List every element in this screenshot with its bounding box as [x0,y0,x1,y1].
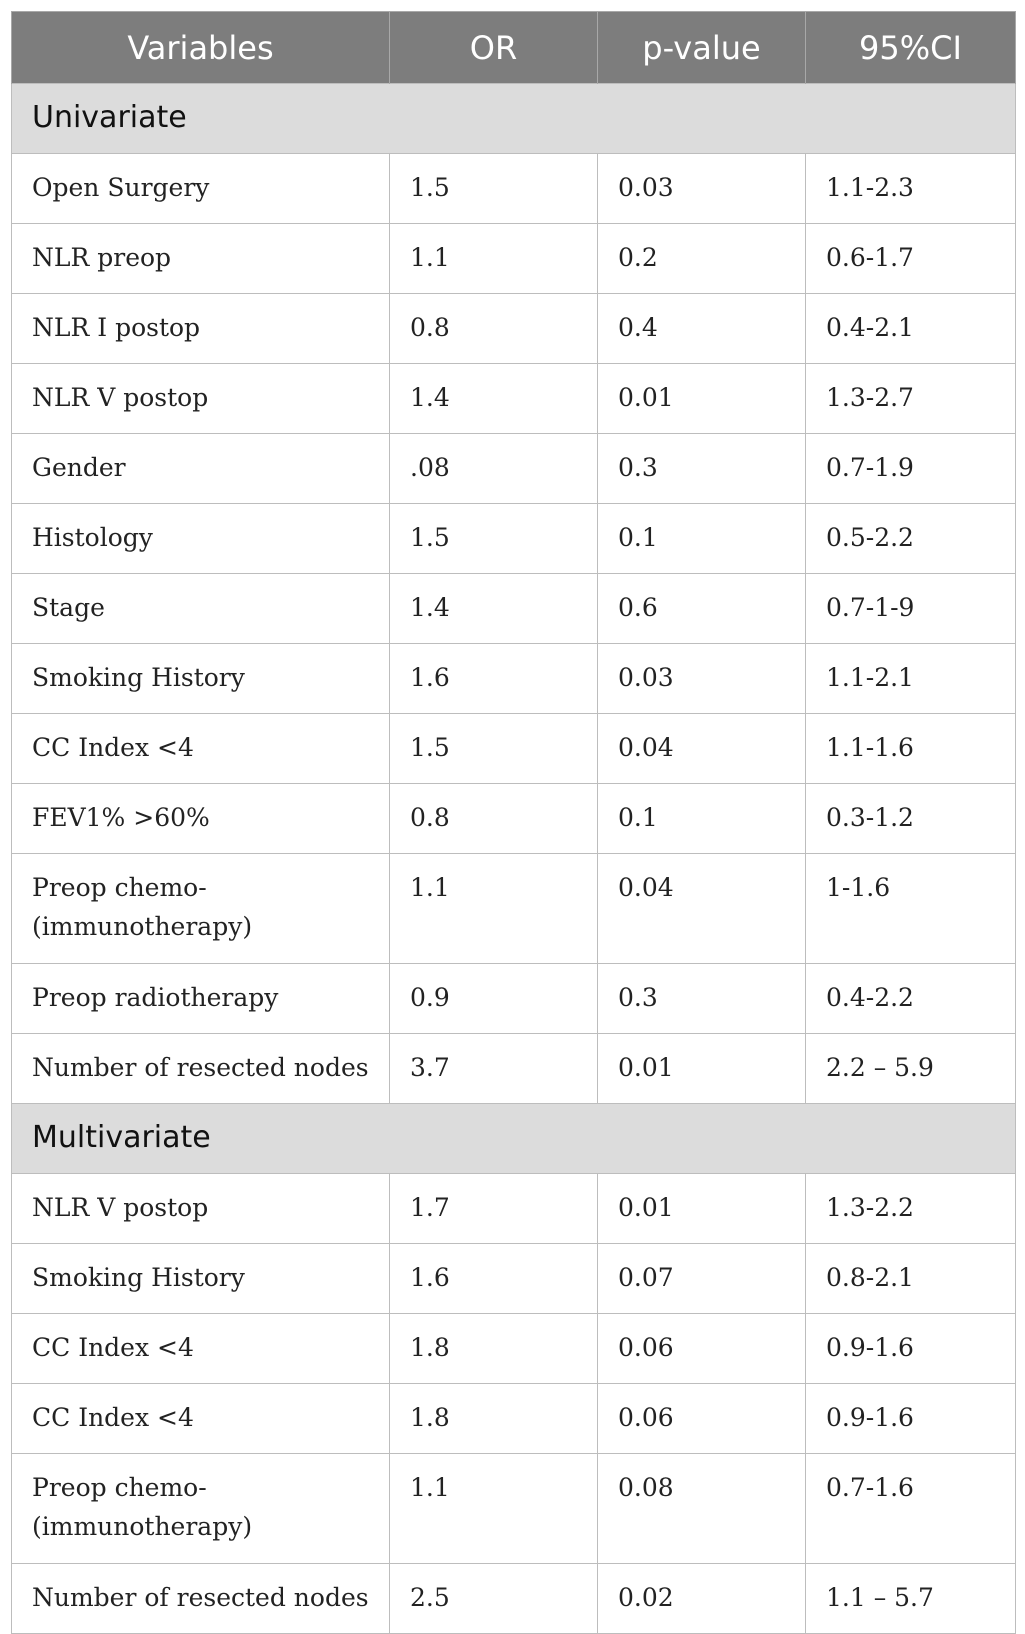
cell-or: 1.8 [390,1384,598,1454]
cell-or: 1.6 [390,1244,598,1314]
cell-p-value: 0.03 [598,154,806,224]
section-multivariate [12,1104,1016,1174]
table-row [12,574,1016,644]
cell-or: 0.9 [390,964,598,1034]
cell-or: 1.1 [390,224,598,294]
cell-p-value: 0.03 [598,644,806,714]
cell-p-value: 0.01 [598,364,806,434]
table-row [12,154,1016,224]
cell-p-value: 0.07 [598,1244,806,1314]
cell-variable: Preop radiotherapy [12,964,390,1034]
table-row [12,1034,1016,1104]
cell-p-value: 0.02 [598,1564,806,1634]
cell-p-value: 0.3 [598,434,806,504]
cell-variable: Number of resected nodes [12,1034,390,1104]
cell-p-value: 0.4 [598,294,806,364]
table-row [12,1564,1016,1634]
cell-p-value: 0.06 [598,1384,806,1454]
cell-variable: NLR V postop [12,1174,390,1244]
cell-ci: 1.1-2.3 [806,154,1016,224]
cell-or: 3.7 [390,1034,598,1104]
table-row [12,294,1016,364]
cell-ci: 0.5-2.2 [806,504,1016,574]
cell-p-value: 0.01 [598,1034,806,1104]
table-row [12,504,1016,574]
table-row [12,1244,1016,1314]
cell-or: 0.8 [390,784,598,854]
cell-ci: 0.9-1.6 [806,1314,1016,1384]
cell-p-value: 0.04 [598,714,806,784]
table-row [12,1314,1016,1384]
cell-or: 1.1 [390,854,598,964]
cell-ci: 0.8-2.1 [806,1244,1016,1314]
cell-variable: NLR V postop [12,364,390,434]
cell-ci: 0.7-1-9 [806,574,1016,644]
cell-ci: 1.1-2.1 [806,644,1016,714]
cell-ci: 0.4-2.1 [806,294,1016,364]
table-row [12,224,1016,294]
cell-ci: 1.1 – 5.7 [806,1564,1016,1634]
cell-p-value: 0.6 [598,574,806,644]
table-row [12,1454,1016,1564]
header-p-value: p-value [598,12,806,84]
cell-p-value: 0.2 [598,224,806,294]
cell-p-value: 0.1 [598,504,806,574]
header-or: OR [390,12,598,84]
results-table [11,11,1016,1634]
table-row [12,964,1016,1034]
table-row [12,1174,1016,1244]
table-body [12,84,1016,1634]
cell-ci: 0.9-1.6 [806,1384,1016,1454]
table-row [12,434,1016,504]
cell-variable: CC Index <4 [12,714,390,784]
header-variables: Variables [12,12,390,84]
cell-or: 1.5 [390,504,598,574]
cell-ci: 0.6-1.7 [806,224,1016,294]
table-row [12,714,1016,784]
cell-variable: CC Index <4 [12,1314,390,1384]
cell-variable: Histology [12,504,390,574]
cell-p-value: 0.3 [598,964,806,1034]
cell-variable: Smoking History [12,1244,390,1314]
cell-variable: NLR preop [12,224,390,294]
cell-or: 1.6 [390,644,598,714]
cell-or: 1.4 [390,364,598,434]
section-univariate [12,84,1016,154]
cell-or: 1.5 [390,714,598,784]
table-row [12,644,1016,714]
cell-ci: 2.2 – 5.9 [806,1034,1016,1104]
cell-variable: Preop chemo-(immunotherapy) [12,1454,390,1564]
cell-p-value: 0.04 [598,854,806,964]
cell-variable: Smoking History [12,644,390,714]
cell-ci: 1.3-2.7 [806,364,1016,434]
cell-variable: Preop chemo-(immunotherapy) [12,854,390,964]
cell-variable: CC Index <4 [12,1384,390,1454]
cell-ci: 1.1-1.6 [806,714,1016,784]
cell-ci: 0.7-1.9 [806,434,1016,504]
cell-ci: 0.7-1.6 [806,1454,1016,1564]
cell-or: 1.5 [390,154,598,224]
table-row [12,1384,1016,1454]
section-label: Univariate [12,84,1016,154]
table-row [12,364,1016,434]
cell-ci: 0.3-1.2 [806,784,1016,854]
cell-ci: 1.3-2.2 [806,1174,1016,1244]
cell-or: .08 [390,434,598,504]
cell-or: 0.8 [390,294,598,364]
table-row [12,784,1016,854]
cell-variable: Gender [12,434,390,504]
cell-or: 1.7 [390,1174,598,1244]
section-label: Multivariate [12,1104,1016,1174]
cell-ci: 1-1.6 [806,854,1016,964]
header-ci: 95%CI [806,12,1016,84]
table-row [12,854,1016,964]
cell-variable: NLR I postop [12,294,390,364]
cell-ci: 0.4-2.2 [806,964,1016,1034]
cell-or: 1.8 [390,1314,598,1384]
table-header [12,12,1016,84]
cell-variable: Open Surgery [12,154,390,224]
cell-variable: FEV1% >60% [12,784,390,854]
cell-or: 1.1 [390,1454,598,1564]
cell-p-value: 0.08 [598,1454,806,1564]
cell-or: 1.4 [390,574,598,644]
cell-variable: Number of resected nodes [12,1564,390,1634]
cell-p-value: 0.01 [598,1174,806,1244]
cell-or: 2.5 [390,1564,598,1634]
cell-variable: Stage [12,574,390,644]
cell-p-value: 0.06 [598,1314,806,1384]
cell-p-value: 0.1 [598,784,806,854]
